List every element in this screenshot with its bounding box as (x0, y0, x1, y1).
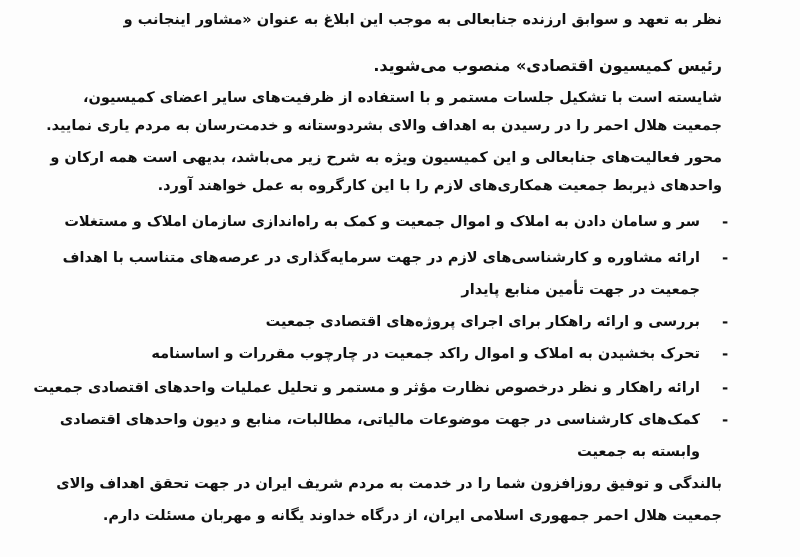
bullet-item-5: ارائه راهکار و نظر درخصوص نظارت مؤثر و مستمر و تحلیل عملیات واحدهای اقتصادی جمعیت (33, 380, 700, 396)
bullet-marker: - (722, 213, 729, 231)
bullet-item-4: تحرک بخشیدن به املاک و اموال راکد جمعیت در چارچوب مقررات و اساسنامه (151, 346, 700, 362)
closing-line-1: بالندگی و توفیق روزافزون شما را در خدمت به مردم شریف ایران در جهت تحقق اهداف والای (56, 476, 722, 492)
bullet-item-1: سر و سامان دادن به املاک و اموال جمعیت و کمک به راه‌اندازی سازمان املاک و مستغلات (64, 214, 700, 230)
bullet-item-6-line-2: وابسته به جمعیت (577, 444, 700, 460)
bullet-item-2-line-1: ارائه مشاوره و کارشناسی‌های لازم در جهت سرمایه‌گذاری در عرصه‌های متناسب با اهداف (62, 250, 700, 266)
bullet-item-2-line-2: جمعیت در جهت تأمین منابع پایدار (461, 282, 700, 298)
bullet-marker: - (722, 345, 729, 363)
paragraph-line-5: محور فعالیت‌های جنابعالی و این کمیسیون ویژه به شرح زیر می‌باشد، بدیهی است همه ارکان و (50, 150, 722, 166)
bullet-item-6-line-1: کمک‌های کارشناسی در جهت موضوعات مالیاتی، مطالبات، منابع و دیون واحدهای اقتصادی (59, 412, 700, 428)
paragraph-line-6: واحدهای ذیربط جمعیت همکاری‌های لازم را با این کارگروه به عمل خواهند آورد. (157, 178, 722, 194)
bullet-marker: - (722, 411, 729, 429)
bullet-item-3: بررسی و ارائه راهکار برای اجرای پروژه‌های اقتصادی جمعیت (265, 314, 700, 330)
paragraph-line-2: رئیس کمیسیون اقتصادی» منصوب می‌شوید. (373, 56, 722, 75)
paragraph-line-1: نظر به تعهد و سوابق ارزنده جنابعالی به موجب این ابلاغ به عنوان «مشاور اینجانب و (123, 12, 722, 28)
closing-line-2: جمعیت هلال احمر جمهوری اسلامی ایران، از درگاه خداوند یگانه و مهربان مسئلت دارم. (102, 508, 722, 524)
paragraph-line-3: شایسته است با تشکیل جلسات مستمر و با استفاده از ظرفیت‌های سایر اعضای کمیسیون، (83, 90, 722, 106)
bullet-marker: - (722, 313, 729, 331)
paragraph-line-4: جمعیت هلال احمر را در رسیدن به اهداف والای بشردوستانه و خدمت‌رسان به مردم یاری نمایید. (46, 118, 722, 134)
bullet-marker: - (722, 249, 729, 267)
bullet-marker: - (722, 379, 729, 397)
